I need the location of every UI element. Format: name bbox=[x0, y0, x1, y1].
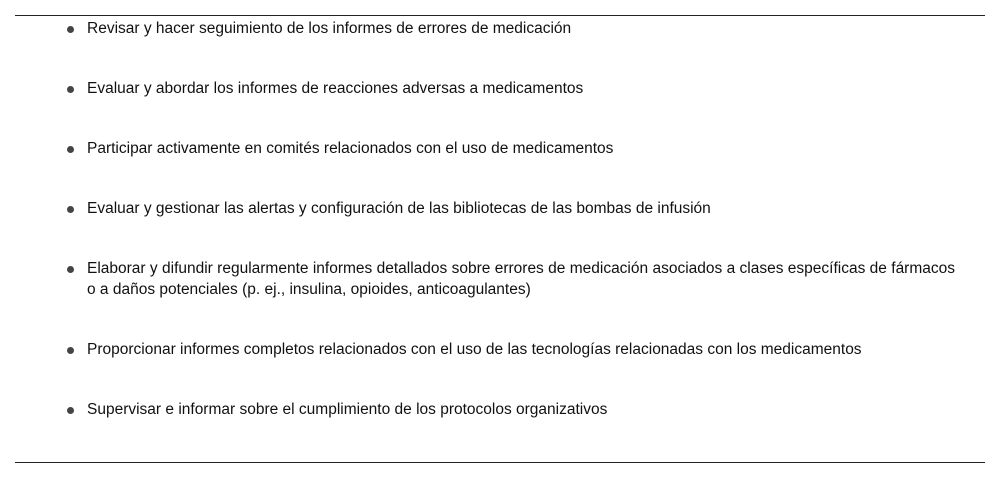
list-item bbox=[66, 78, 955, 99]
bullet-icon bbox=[67, 26, 74, 33]
list-item bbox=[66, 339, 955, 360]
list-item-text: Evaluar y abordar los informes de reacciones adversas a medicamentos bbox=[87, 80, 584, 97]
list-item bbox=[66, 399, 955, 420]
responsibilities-list bbox=[66, 18, 955, 420]
list-item-text: Evaluar y gestionar las alertas y configuración de las bibliotecas de las bombas de infusión bbox=[87, 200, 711, 217]
bullet-icon bbox=[67, 407, 74, 414]
top-divider bbox=[15, 15, 985, 16]
bottom-divider bbox=[15, 462, 985, 463]
list-item-text: Proporcionar informes completos relacionados con el uso de las tecnologías relacionadas con los medicamentos bbox=[87, 341, 862, 358]
bullet-icon bbox=[67, 146, 74, 153]
bullet-icon bbox=[67, 206, 74, 213]
list-item-text: Elaborar y difundir regularmente informes detallados sobre errores de medicación asociados a clases específicas de fármacos o a daños potenciales (p. ej., insulina, opioides, anticoagulantes) bbox=[87, 260, 955, 298]
list-item bbox=[66, 138, 955, 159]
list-item-text: Revisar y hacer seguimiento de los informes de errores de medicación bbox=[87, 20, 572, 37]
bullet-icon bbox=[67, 86, 74, 93]
list-item bbox=[66, 258, 955, 300]
list-item bbox=[66, 18, 955, 39]
list-item bbox=[66, 198, 955, 219]
list-item-text: Supervisar e informar sobre el cumplimiento de los protocolos organizativos bbox=[87, 401, 608, 418]
bullet-icon bbox=[67, 266, 74, 273]
bullet-icon bbox=[67, 347, 74, 354]
list-item-text: Participar activamente en comités relacionados con el uso de medicamentos bbox=[87, 140, 614, 157]
